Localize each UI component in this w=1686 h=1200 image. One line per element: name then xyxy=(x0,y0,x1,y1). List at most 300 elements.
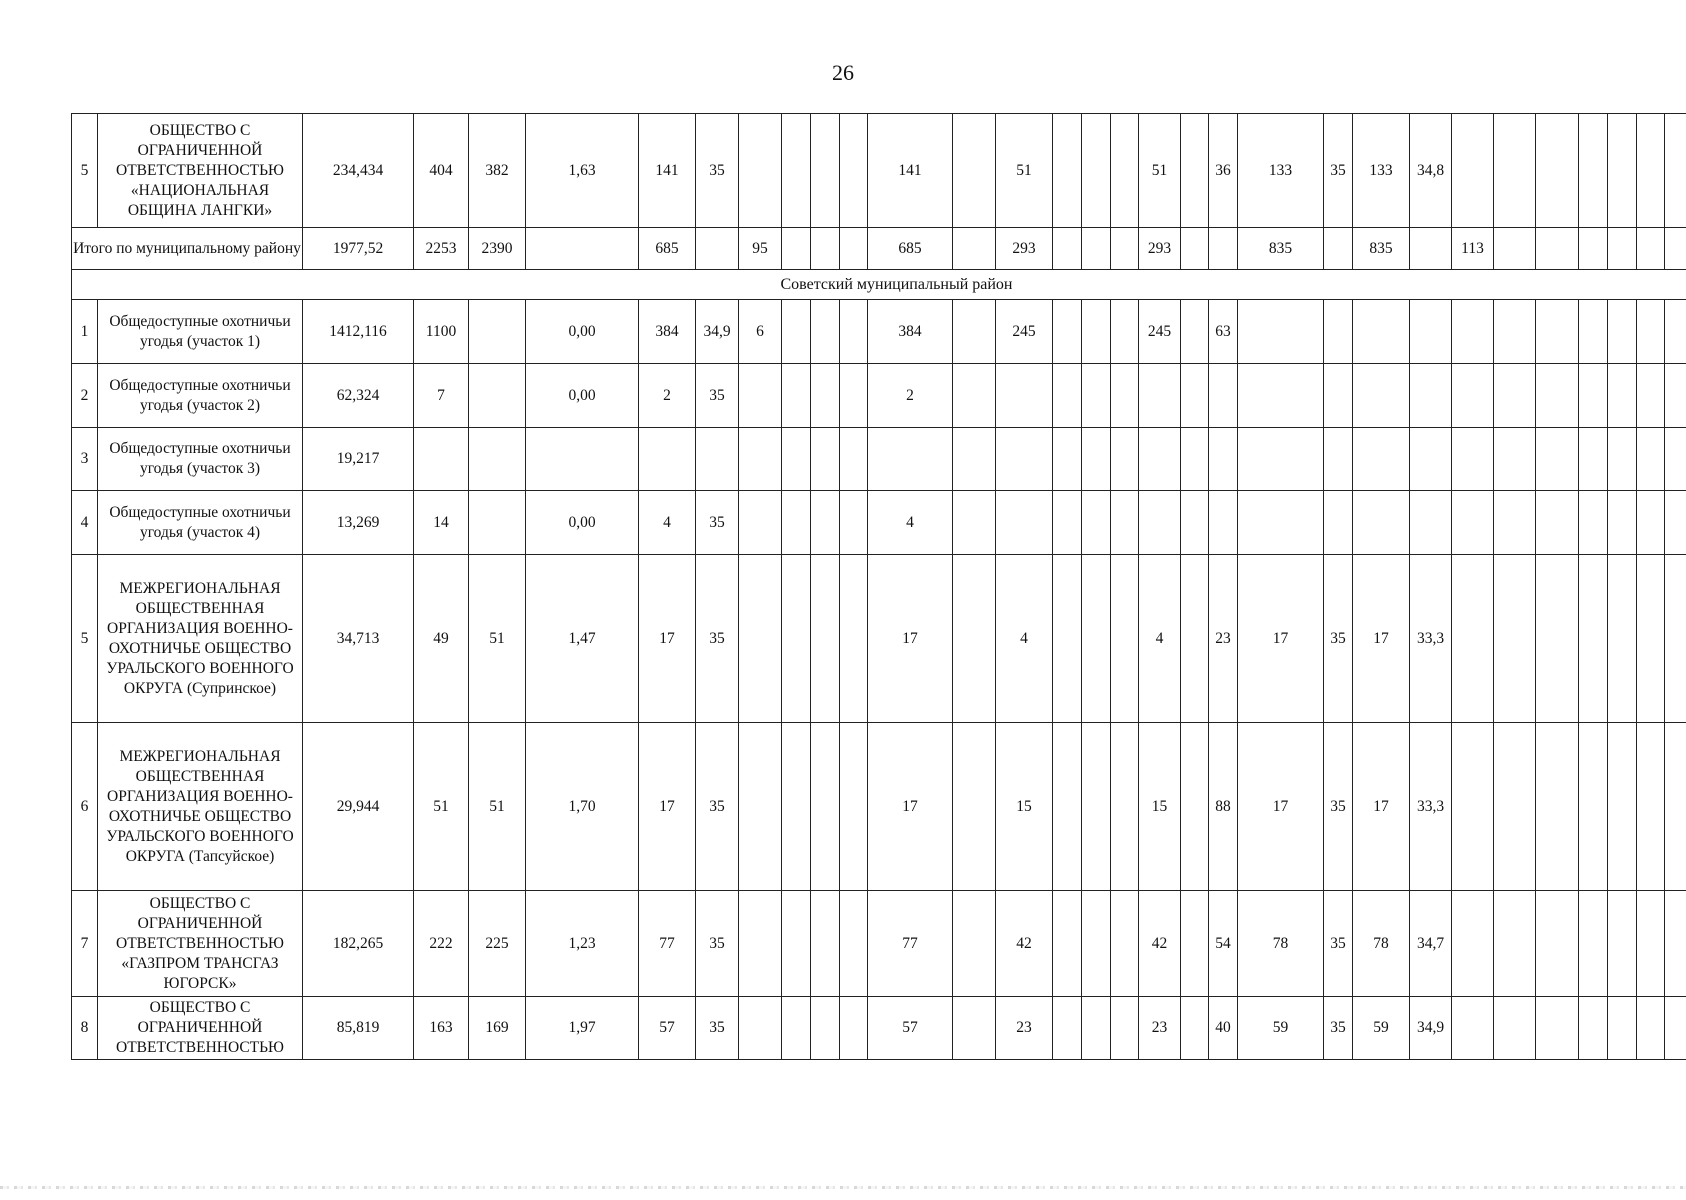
table-cell xyxy=(469,428,526,491)
table-cell: 141 xyxy=(868,114,953,228)
row-number: 1 xyxy=(72,300,98,364)
table-cell: 35 xyxy=(696,491,739,555)
table-cell xyxy=(1637,997,1665,1060)
table-cell xyxy=(1111,555,1139,723)
table-cell xyxy=(1637,428,1665,491)
table-cell xyxy=(1111,300,1139,364)
table-cell xyxy=(1181,997,1209,1060)
table-cell xyxy=(1637,723,1665,891)
table-cell xyxy=(1536,228,1579,270)
organization-name: ОБЩЕСТВО С ОГРАНИЧЕННОЙ ОТВЕТСТВЕННОСТЬЮ xyxy=(98,997,303,1060)
table-cell xyxy=(1082,555,1111,723)
table-cell xyxy=(996,364,1053,428)
table-cell: 42 xyxy=(1139,891,1181,997)
table-cell xyxy=(1082,364,1111,428)
table-cell xyxy=(1665,491,1686,555)
table-row xyxy=(72,270,1686,300)
table-cell xyxy=(1238,300,1324,364)
table-cell xyxy=(953,114,996,228)
table-cell: 234,434 xyxy=(303,114,414,228)
table-cell: 404 xyxy=(414,114,469,228)
table-cell: 4 xyxy=(996,555,1053,723)
table-cell xyxy=(1608,491,1637,555)
table-cell: 17 xyxy=(1353,723,1410,891)
table-cell xyxy=(782,300,811,364)
table-cell: 59 xyxy=(1353,997,1410,1060)
table-cell: 57 xyxy=(868,997,953,1060)
table-cell xyxy=(739,491,782,555)
table-cell: 59 xyxy=(1238,997,1324,1060)
table-cell xyxy=(469,491,526,555)
table-cell xyxy=(1608,997,1637,1060)
table-cell xyxy=(1111,491,1139,555)
table-cell xyxy=(1053,428,1082,491)
table-cell: 2390 xyxy=(469,228,526,270)
table-cell: 33,3 xyxy=(1410,723,1452,891)
table-cell xyxy=(1238,364,1324,428)
table-cell xyxy=(1139,364,1181,428)
table-cell: 17 xyxy=(639,723,696,891)
table-cell xyxy=(1139,428,1181,491)
table-cell: 4 xyxy=(868,491,953,555)
table-cell: 34,7 xyxy=(1410,891,1452,997)
table-cell xyxy=(840,555,868,723)
table-cell xyxy=(1536,723,1579,891)
table-cell xyxy=(1579,555,1608,723)
table-cell xyxy=(1053,891,1082,997)
table-cell: 0,00 xyxy=(526,491,639,555)
table-cell: 163 xyxy=(414,997,469,1060)
table-cell xyxy=(1494,364,1536,428)
table-cell: 169 xyxy=(469,997,526,1060)
row-number: 8 xyxy=(72,997,98,1060)
table-cell: 35 xyxy=(696,114,739,228)
table-cell: 225 xyxy=(469,891,526,997)
table-cell: 1,97 xyxy=(526,997,639,1060)
table-cell xyxy=(840,300,868,364)
table-cell: 35 xyxy=(1324,114,1353,228)
table-cell xyxy=(1181,491,1209,555)
table-row xyxy=(72,228,1686,270)
table-cell xyxy=(953,300,996,364)
table-cell xyxy=(469,300,526,364)
table-cell: 85,819 xyxy=(303,997,414,1060)
table-cell: 35 xyxy=(1324,723,1353,891)
table-cell: 0,00 xyxy=(526,364,639,428)
table-cell xyxy=(1452,491,1494,555)
table-cell: 1,63 xyxy=(526,114,639,228)
table-cell: 51 xyxy=(469,723,526,891)
table-cell xyxy=(1111,364,1139,428)
table-row xyxy=(72,555,1686,723)
table-cell xyxy=(739,364,782,428)
table-row xyxy=(72,997,1686,1060)
table-cell xyxy=(1494,428,1536,491)
table-cell xyxy=(1494,555,1536,723)
table-cell xyxy=(1494,891,1536,997)
table-cell xyxy=(840,997,868,1060)
table-cell xyxy=(1082,300,1111,364)
table-cell xyxy=(1353,364,1410,428)
table-cell xyxy=(1579,364,1608,428)
table-cell xyxy=(782,364,811,428)
table-cell: 35 xyxy=(1324,891,1353,997)
table-cell xyxy=(1579,723,1608,891)
table-cell: 835 xyxy=(1238,228,1324,270)
table-cell: 49 xyxy=(414,555,469,723)
table-cell xyxy=(996,428,1053,491)
table-cell: 62,324 xyxy=(303,364,414,428)
table-cell xyxy=(1181,228,1209,270)
table-cell xyxy=(1579,300,1608,364)
table-cell xyxy=(1452,114,1494,228)
table-cell: 13,269 xyxy=(303,491,414,555)
organization-name: Общедоступные охотничьи угодья (участок 2) xyxy=(98,364,303,428)
table-cell xyxy=(1608,891,1637,997)
row-number: 3 xyxy=(72,428,98,491)
table-cell xyxy=(1139,491,1181,555)
table-cell xyxy=(1608,428,1637,491)
table-cell xyxy=(1324,491,1353,555)
table-cell xyxy=(782,723,811,891)
table-cell xyxy=(739,428,782,491)
table-cell xyxy=(1082,997,1111,1060)
table-cell xyxy=(1665,723,1686,891)
table-cell: 54 xyxy=(1209,891,1238,997)
table-cell xyxy=(1608,228,1637,270)
table-row xyxy=(72,300,1686,364)
table-cell xyxy=(1452,364,1494,428)
table-cell: 35 xyxy=(696,997,739,1060)
table-cell xyxy=(1452,997,1494,1060)
table-cell: 1977,52 xyxy=(303,228,414,270)
table-cell: 33,3 xyxy=(1410,555,1452,723)
table-cell xyxy=(1209,364,1238,428)
table-cell xyxy=(1452,891,1494,997)
table-cell xyxy=(1665,364,1686,428)
table-cell xyxy=(840,723,868,891)
table-cell xyxy=(1637,114,1665,228)
table-cell: 6 xyxy=(739,300,782,364)
table-cell xyxy=(1410,364,1452,428)
table-cell: 77 xyxy=(868,891,953,997)
table-cell xyxy=(1111,228,1139,270)
table-cell xyxy=(1209,428,1238,491)
table-cell xyxy=(1536,300,1579,364)
table-cell: 15 xyxy=(1139,723,1181,891)
table-cell: 78 xyxy=(1353,891,1410,997)
table-cell: 1,23 xyxy=(526,891,639,997)
table-cell xyxy=(739,891,782,997)
table-cell xyxy=(1452,300,1494,364)
table-cell xyxy=(953,997,996,1060)
table-cell xyxy=(953,723,996,891)
table-cell xyxy=(1637,364,1665,428)
table-cell: 35 xyxy=(696,555,739,723)
table-cell xyxy=(840,491,868,555)
organization-name: МЕЖРЕГИОНАЛЬНАЯ ОБЩЕСТВЕННАЯ ОРГАНИЗАЦИЯ ВОЕННО-ОХОТНИЧЬЕ ОБЩЕСТВО УРАЛЬСКОГО ВОЕННОГО ОКРУГА (Тапсуйское) xyxy=(98,723,303,891)
table-cell: 4 xyxy=(1139,555,1181,723)
table-cell xyxy=(1637,555,1665,723)
table-cell xyxy=(840,891,868,997)
table-cell xyxy=(739,114,782,228)
table-cell xyxy=(1665,428,1686,491)
table-cell xyxy=(1452,555,1494,723)
table-cell xyxy=(1082,491,1111,555)
table-cell: 34,713 xyxy=(303,555,414,723)
table-cell xyxy=(1579,428,1608,491)
table-cell xyxy=(1053,723,1082,891)
table-cell: 133 xyxy=(1238,114,1324,228)
table-cell: 29,944 xyxy=(303,723,414,891)
table-cell: 51 xyxy=(1139,114,1181,228)
organization-name: Общедоступные охотничьи угодья (участок 4) xyxy=(98,491,303,555)
table-cell xyxy=(526,228,639,270)
table-cell xyxy=(1536,364,1579,428)
organization-name: ОБЩЕСТВО С ОГРАНИЧЕННОЙ ОТВЕТСТВЕННОСТЬЮ «ГАЗПРОМ ТРАНСГАЗ ЮГОРСК» xyxy=(98,891,303,997)
table-cell xyxy=(1181,428,1209,491)
table-cell xyxy=(1181,891,1209,997)
table-cell: 63 xyxy=(1209,300,1238,364)
organization-name: Общедоступные охотничьи угодья (участок 3) xyxy=(98,428,303,491)
table-cell xyxy=(953,228,996,270)
table-cell xyxy=(782,428,811,491)
table-cell xyxy=(1637,891,1665,997)
table-cell: 23 xyxy=(1139,997,1181,1060)
table-cell: 245 xyxy=(1139,300,1181,364)
table-cell xyxy=(840,228,868,270)
table-cell xyxy=(1053,364,1082,428)
row-number: 5 xyxy=(72,555,98,723)
table-cell xyxy=(1053,997,1082,1060)
table-cell: 1,70 xyxy=(526,723,639,891)
table-cell xyxy=(1111,428,1139,491)
table-cell: 1412,116 xyxy=(303,300,414,364)
table-cell: 1100 xyxy=(414,300,469,364)
table-cell xyxy=(1082,114,1111,228)
table-cell xyxy=(868,428,953,491)
table-row xyxy=(72,723,1686,891)
table-row xyxy=(72,491,1686,555)
table-cell: 40 xyxy=(1209,997,1238,1060)
table-cell xyxy=(1082,228,1111,270)
table-cell: 34,9 xyxy=(1410,997,1452,1060)
table-cell: 36 xyxy=(1209,114,1238,228)
table-cell xyxy=(1053,228,1082,270)
table-cell xyxy=(1082,723,1111,891)
table-cell: 34,9 xyxy=(696,300,739,364)
table-cell: 222 xyxy=(414,891,469,997)
table-cell xyxy=(1637,228,1665,270)
organization-name: МЕЖРЕГИОНАЛЬНАЯ ОБЩЕСТВЕННАЯ ОРГАНИЗАЦИЯ ВОЕННО-ОХОТНИЧЬЕ ОБЩЕСТВО УРАЛЬСКОГО ВОЕННОГО ОКРУГА (Супринское) xyxy=(98,555,303,723)
table-cell: 7 xyxy=(414,364,469,428)
table-cell xyxy=(1111,723,1139,891)
table-cell xyxy=(1536,555,1579,723)
table-cell: 57 xyxy=(639,997,696,1060)
table-cell xyxy=(811,364,840,428)
table-cell: 685 xyxy=(868,228,953,270)
table-cell xyxy=(840,428,868,491)
table-cell xyxy=(811,300,840,364)
table-row xyxy=(72,364,1686,428)
table-cell: 2 xyxy=(868,364,953,428)
table-cell xyxy=(811,428,840,491)
table-cell xyxy=(1494,114,1536,228)
table-cell xyxy=(1111,997,1139,1060)
table-cell: 51 xyxy=(996,114,1053,228)
table-cell xyxy=(782,491,811,555)
table-cell xyxy=(1494,997,1536,1060)
table-cell: 17 xyxy=(1238,723,1324,891)
total-label: Итого по муниципальному району xyxy=(72,228,303,270)
table-cell xyxy=(1665,300,1686,364)
table-cell: 35 xyxy=(1324,555,1353,723)
table-cell xyxy=(1181,300,1209,364)
table-cell: 42 xyxy=(996,891,1053,997)
table-cell: 23 xyxy=(1209,555,1238,723)
table-cell xyxy=(953,491,996,555)
table-cell: 17 xyxy=(1238,555,1324,723)
table-cell xyxy=(1536,491,1579,555)
table-cell: 182,265 xyxy=(303,891,414,997)
table-cell xyxy=(1494,300,1536,364)
organization-name: ОБЩЕСТВО С ОГРАНИЧЕННОЙ ОТВЕТСТВЕННОСТЬЮ «НАЦИОНАЛЬНАЯ ОБЩИНА ЛАНГКИ» xyxy=(98,114,303,228)
table-cell xyxy=(1111,891,1139,997)
table-cell: 17 xyxy=(868,555,953,723)
table-cell: 293 xyxy=(996,228,1053,270)
table-cell xyxy=(953,555,996,723)
table-cell xyxy=(811,997,840,1060)
table-cell xyxy=(1608,723,1637,891)
table-cell xyxy=(1536,891,1579,997)
table-cell: 382 xyxy=(469,114,526,228)
table-cell xyxy=(1410,428,1452,491)
table-cell xyxy=(1181,555,1209,723)
table-cell xyxy=(1494,723,1536,891)
row-number: 4 xyxy=(72,491,98,555)
table-cell: 35 xyxy=(696,364,739,428)
table-cell: 14 xyxy=(414,491,469,555)
table-cell xyxy=(811,491,840,555)
table-cell xyxy=(1637,491,1665,555)
table-cell xyxy=(840,114,868,228)
hunting-grounds-table xyxy=(71,113,1686,1060)
table-cell xyxy=(1665,555,1686,723)
table-cell xyxy=(782,891,811,997)
table-cell xyxy=(1181,364,1209,428)
table-cell: 35 xyxy=(1324,997,1353,1060)
table-cell: 17 xyxy=(1353,555,1410,723)
table-cell xyxy=(840,364,868,428)
table-cell xyxy=(1324,428,1353,491)
table-cell xyxy=(1053,491,1082,555)
page-number: 26 xyxy=(832,60,854,85)
table-cell: 88 xyxy=(1209,723,1238,891)
table-cell xyxy=(1209,228,1238,270)
table-cell xyxy=(1494,491,1536,555)
table-cell xyxy=(1181,723,1209,891)
table-cell xyxy=(739,723,782,891)
table-cell xyxy=(811,723,840,891)
table-cell xyxy=(1324,364,1353,428)
table-cell xyxy=(1082,428,1111,491)
table-cell: 23 xyxy=(996,997,1053,1060)
table-cell xyxy=(1536,428,1579,491)
table-cell xyxy=(1324,228,1353,270)
row-number: 6 xyxy=(72,723,98,891)
table-cell xyxy=(811,555,840,723)
row-number: 2 xyxy=(72,364,98,428)
table-cell: 17 xyxy=(639,555,696,723)
table-cell xyxy=(1579,228,1608,270)
table-cell xyxy=(1579,114,1608,228)
table-cell xyxy=(953,364,996,428)
table-cell xyxy=(1053,114,1082,228)
table-cell: 293 xyxy=(1139,228,1181,270)
table-cell xyxy=(1536,114,1579,228)
table-cell xyxy=(782,555,811,723)
table-cell xyxy=(696,228,739,270)
table-cell: 685 xyxy=(639,228,696,270)
table-cell: 835 xyxy=(1353,228,1410,270)
table-cell: 35 xyxy=(696,891,739,997)
table-cell: 384 xyxy=(639,300,696,364)
table-cell xyxy=(1665,228,1686,270)
table-cell: 95 xyxy=(739,228,782,270)
table-cell xyxy=(1579,891,1608,997)
table-cell xyxy=(1452,428,1494,491)
table-cell: 15 xyxy=(996,723,1053,891)
table-cell xyxy=(1053,555,1082,723)
section-header: Советский муниципальный район xyxy=(72,270,1686,300)
table-cell: 4 xyxy=(639,491,696,555)
table-cell: 2 xyxy=(639,364,696,428)
table-cell xyxy=(1410,228,1452,270)
table-cell xyxy=(639,428,696,491)
table-cell: 34,8 xyxy=(1410,114,1452,228)
table-cell: 245 xyxy=(996,300,1053,364)
table-cell xyxy=(1353,428,1410,491)
table-cell xyxy=(811,228,840,270)
organization-name: Общедоступные охотничьи угодья (участок 1) xyxy=(98,300,303,364)
table-cell xyxy=(996,491,1053,555)
table-cell xyxy=(1111,114,1139,228)
table-cell xyxy=(1209,491,1238,555)
table-cell xyxy=(1238,428,1324,491)
table-cell xyxy=(811,891,840,997)
table-cell: 35 xyxy=(696,723,739,891)
table-cell xyxy=(1181,114,1209,228)
table-cell xyxy=(1608,114,1637,228)
table-cell xyxy=(953,891,996,997)
table-cell xyxy=(739,555,782,723)
table-cell xyxy=(1324,300,1353,364)
table-cell: 19,217 xyxy=(303,428,414,491)
table-cell xyxy=(526,428,639,491)
table-cell xyxy=(1579,491,1608,555)
table-cell: 51 xyxy=(469,555,526,723)
table-cell xyxy=(782,997,811,1060)
table-cell: 51 xyxy=(414,723,469,891)
table-cell: 1,47 xyxy=(526,555,639,723)
table-cell xyxy=(1665,997,1686,1060)
table-cell xyxy=(1410,300,1452,364)
table-cell: 141 xyxy=(639,114,696,228)
table-cell xyxy=(1082,891,1111,997)
table-cell xyxy=(469,364,526,428)
row-number: 7 xyxy=(72,891,98,997)
table-cell xyxy=(1637,300,1665,364)
